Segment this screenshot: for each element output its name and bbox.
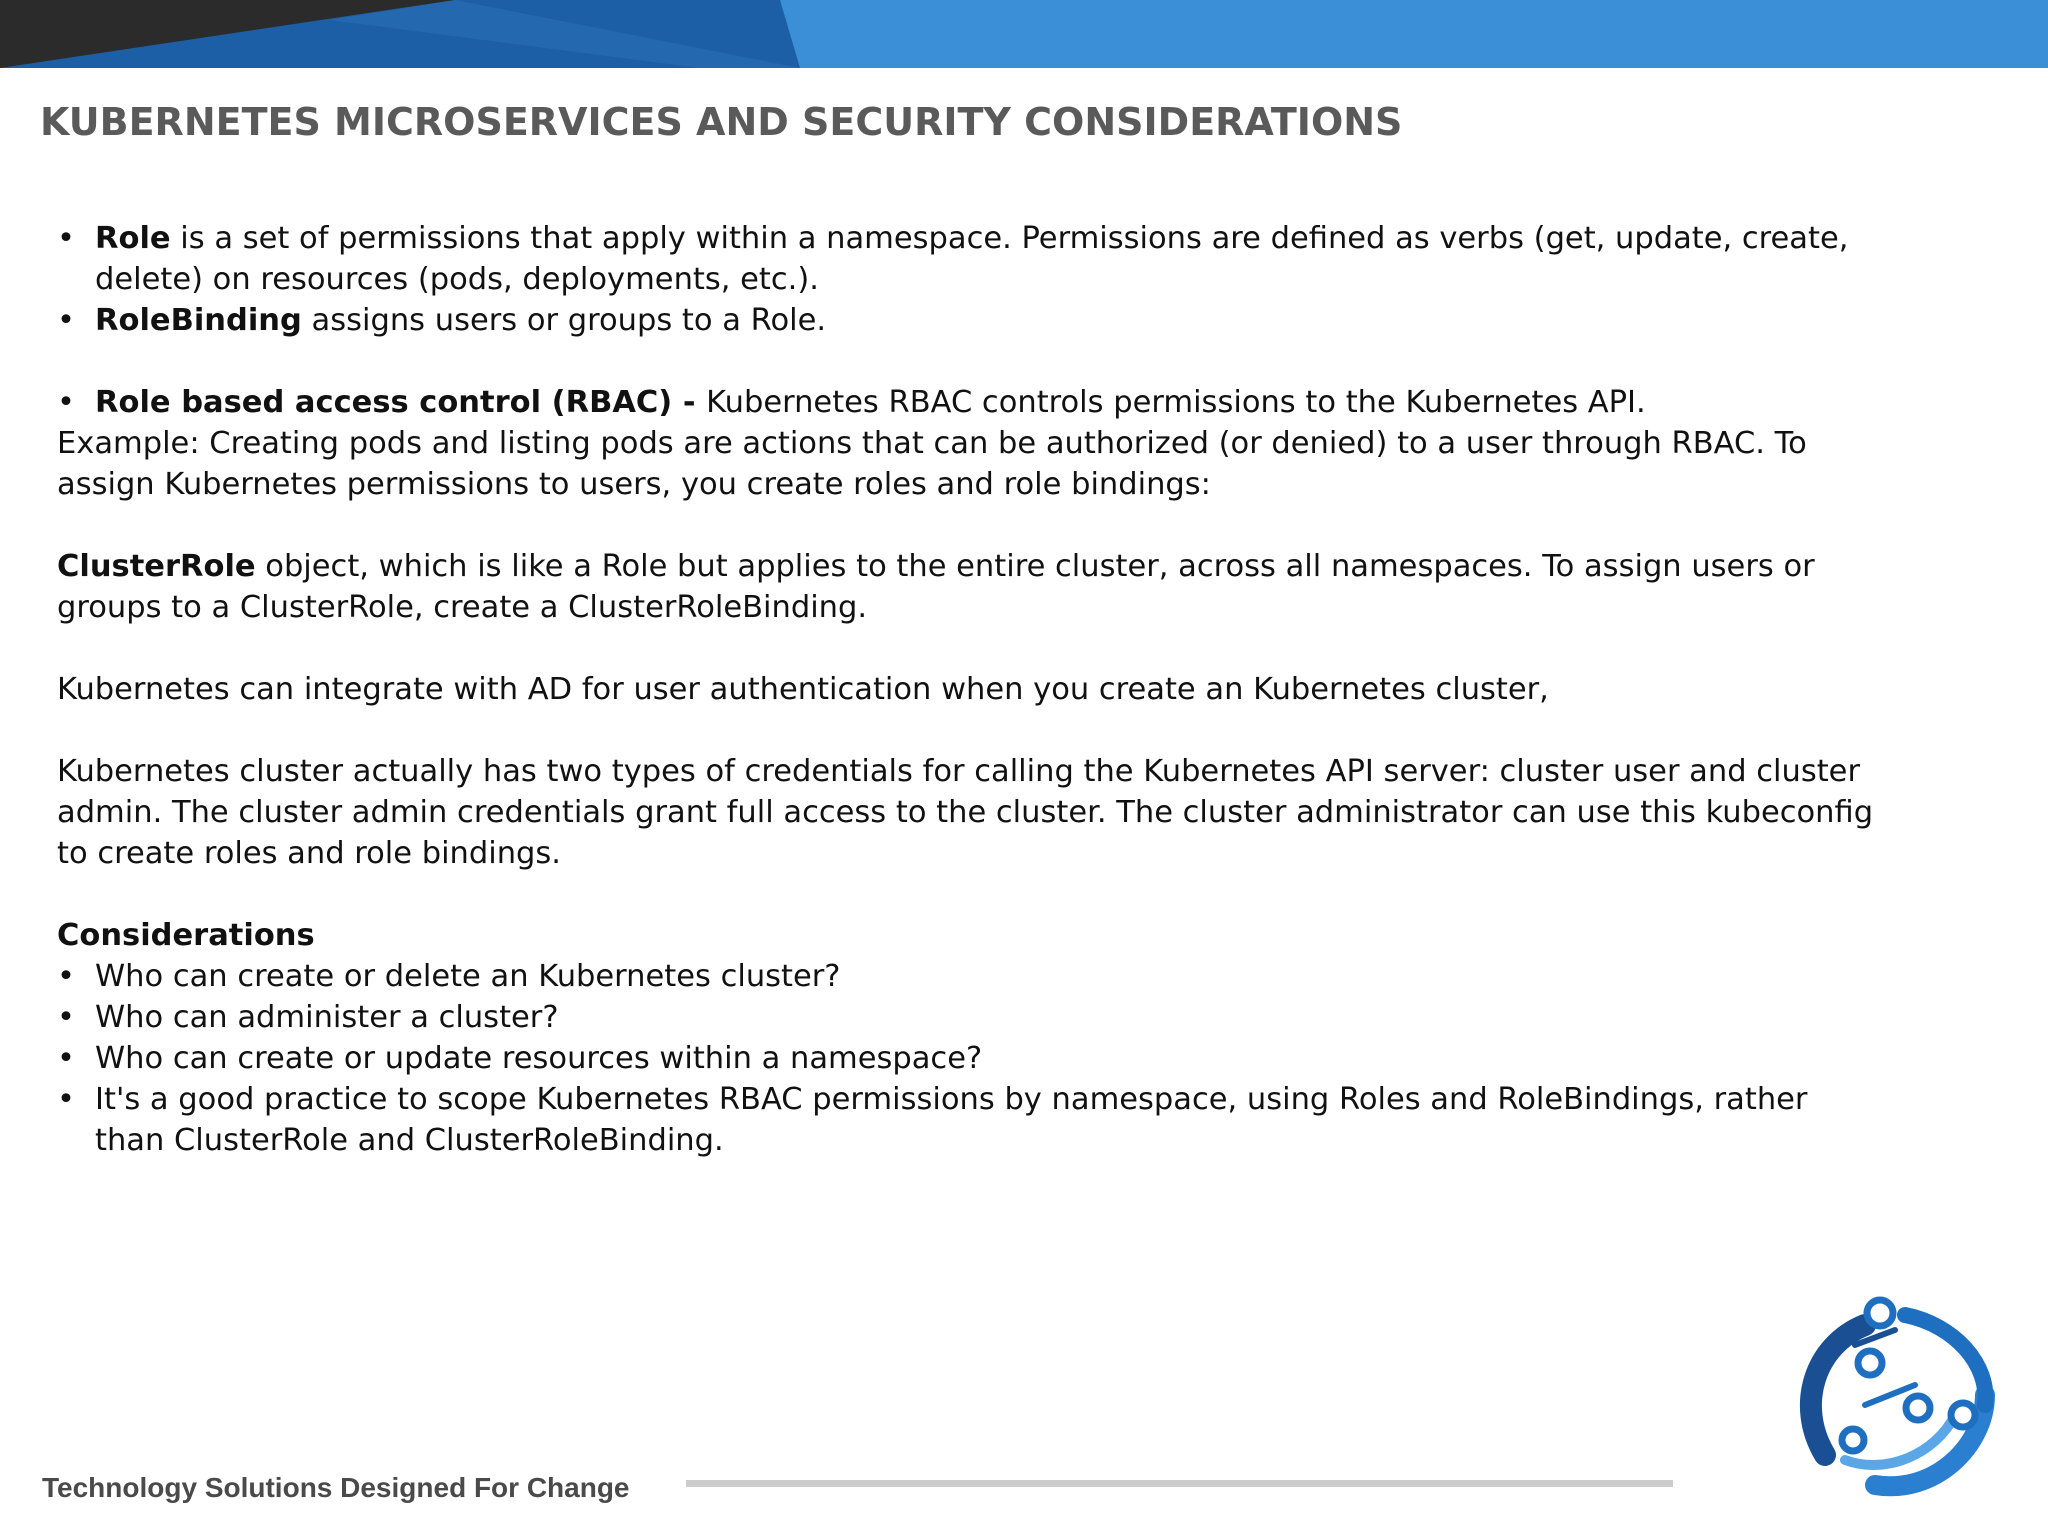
consideration-text-cont: than ClusterRole and ClusterRoleBinding. (95, 1123, 724, 1158)
list-item (57, 997, 2007, 1038)
considerations-heading-text: Considerations (57, 918, 315, 953)
considerations-heading (57, 915, 2007, 956)
consideration-text: Who can create or delete an Kubernetes cluster? (95, 959, 841, 994)
page-title: KUBERNETES MICROSERVICES AND SECURITY CONSIDERATIONS (40, 100, 1403, 144)
bullet: • (57, 1000, 75, 1035)
credentials-line-3: to create roles and role bindings. (57, 836, 561, 871)
rbac-text: Kubernetes RBAC controls permissions to the Kubernetes API. (706, 385, 1646, 420)
bullet: • (57, 1041, 75, 1076)
rbac-example-cont: assign Kubernetes permissions to users, you create roles and role bindings: (57, 467, 1211, 502)
bullet: • (57, 303, 75, 338)
list-item (57, 1079, 2007, 1120)
rbac-term: Role based access control (RBAC) - (95, 385, 707, 420)
list-item-role (57, 218, 2007, 259)
list-item (57, 1038, 2007, 1079)
footer-tagline: Technology Solutions Designed For Change (42, 1472, 630, 1503)
bullet: • (57, 385, 75, 420)
bullet: • (57, 1082, 75, 1117)
slide-body (57, 218, 2007, 1161)
credentials-line-1: Kubernetes cluster actually has two types of credentials for calling the Kubernetes API server: cluster user and cluster (57, 754, 1860, 789)
consideration-text: Who can create or update resources within a namespace? (95, 1041, 983, 1076)
role-text-cont: delete) on resources (pods, deployments, etc.). (95, 262, 819, 297)
role-text: is a set of permissions that apply within a namespace. Permissions are defined as verbs (get, update, create, (170, 221, 1849, 256)
ad-integration-paragraph: Kubernetes can integrate with AD for user authentication when you create an Kubernetes cluster, (57, 672, 1549, 707)
bullet: • (57, 221, 75, 256)
clusterrole-text-cont: groups to a ClusterRole, create a ClusterRoleBinding. (57, 590, 868, 625)
role-term: Role (95, 221, 171, 256)
header-banner (0, 0, 2048, 68)
list-item-rbac (57, 382, 2007, 423)
rbac-example: Example: Creating pods and listing pods are actions that can be authorized (or denied) to a user through RBAC. To (57, 426, 1807, 461)
clusterrole-text: object, which is like a Role but applies to the entire cluster, across all namespaces. To assign users or (255, 549, 1815, 584)
credentials-line-2: admin. The cluster admin credentials grant full access to the cluster. The cluster administrator can use this kubeconfig (57, 795, 1874, 830)
clusterrole-term: ClusterRole (57, 549, 256, 584)
consideration-text: It's a good practice to scope Kubernetes RBAC permissions by namespace, using Roles and RoleBindings, rather (95, 1082, 1808, 1117)
rolebinding-text: assigns users or groups to a Role. (301, 303, 827, 338)
bullet: • (57, 959, 75, 994)
rolebinding-term: RoleBinding (95, 303, 302, 338)
list-item-rolebinding (57, 300, 2007, 341)
swirl-logo-icon (1785, 1285, 2005, 1505)
clusterrole-paragraph (57, 546, 2007, 587)
consideration-text: Who can administer a cluster? (95, 1000, 559, 1035)
footer-divider (686, 1480, 1673, 1487)
list-item (57, 956, 2007, 997)
